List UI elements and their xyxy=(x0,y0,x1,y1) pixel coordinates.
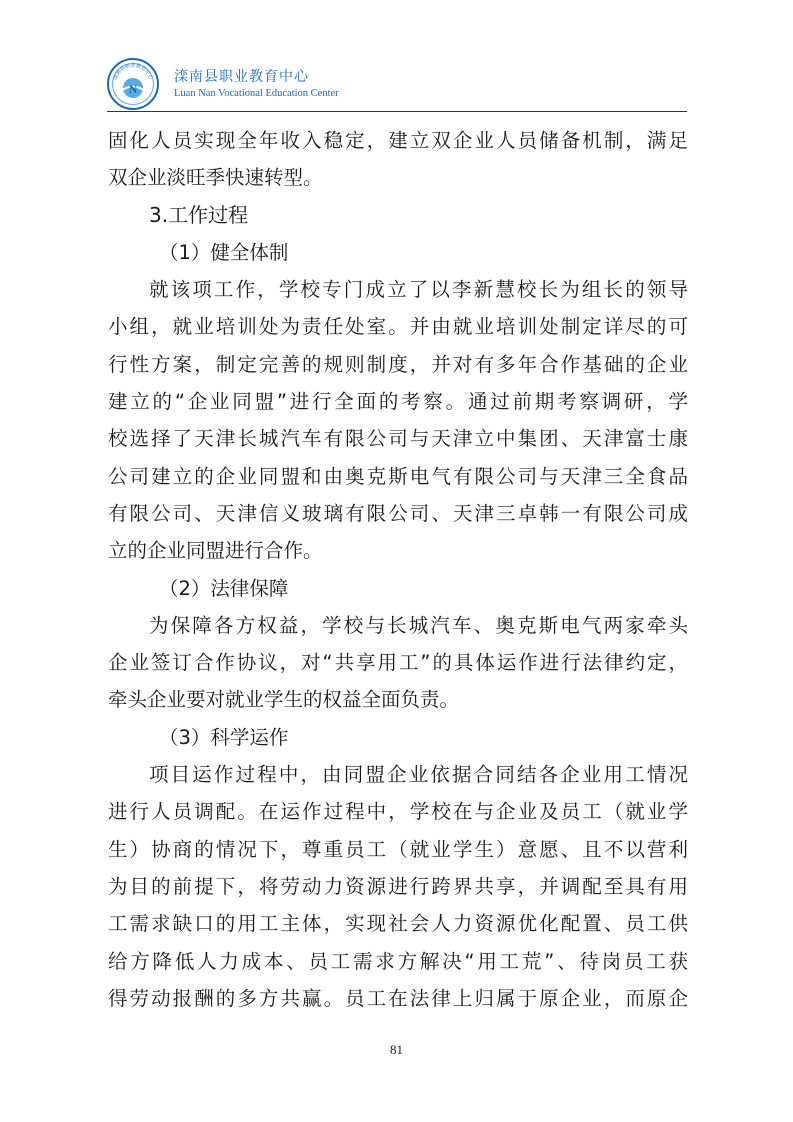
paragraph-line: 有限公司、天津信义玻璃有限公司、天津三卓韩一有限公司成 xyxy=(108,501,688,525)
paragraph-line: 小组，就业培训处为责任处室。并由就业培训处制定详尽的可 xyxy=(108,315,688,339)
paragraph-line: 双企业淡旺季快速转型。 xyxy=(108,166,323,190)
org-name-en: Luan Nan Vocational Education Center xyxy=(174,88,339,99)
paragraph-line: 项目运作过程中，由同盟企业依据合同结各企业用工情况 xyxy=(149,763,688,787)
paragraph-line: 固化人员实现全年收入稳定，建立双企业人员储备机制，满足 xyxy=(108,129,688,152)
svg-text:滦南县职业教育中心: 滦南县职业教育中心 xyxy=(112,63,154,81)
page-header xyxy=(107,58,687,112)
paragraph-line: 生）协商的情况下，尊重员工（就业学生）意愿、且不以营利 xyxy=(108,837,688,861)
header-rule xyxy=(107,111,687,112)
paragraph-line: 工需求缺口的用工主体，实现社会人力资源优化配置、员工供 xyxy=(108,912,688,936)
paragraph-line: 公司建立的企业同盟和由奥克斯电气有限公司与天津三全食品 xyxy=(108,464,688,488)
paragraph-line: 企业签订合作协议，对“共享用工”的具体运作进行法律约定， xyxy=(108,651,688,675)
org-name-cn: 滦南县职业教育中心 xyxy=(174,69,309,85)
paragraph-line: 建立的“企业同盟”进行全面的考察。通过前期考察调研，学 xyxy=(108,390,688,414)
paragraph-line: 就该项工作，学校专门成立了以李新慧校长为组长的领导 xyxy=(149,278,688,302)
paragraph-line: 行性方案，制定完善的规则制度，并对有多年合作基础的企业 xyxy=(108,352,688,376)
subsection-heading: （2）法律保障 xyxy=(159,576,289,600)
paragraph-line: 给方降低人力成本、员工需求方解决“用工荒”、待岗员工获 xyxy=(108,949,688,973)
paragraph-line: 得劳动报酬的多方共赢。员工在法律上归属于原企业，而原企 xyxy=(108,986,688,1010)
document-body xyxy=(108,122,688,1017)
section-heading: 3.工作过程 xyxy=(149,202,249,227)
paragraph-line: 立的企业同盟进行合作。 xyxy=(108,539,323,563)
paragraph-line: 进行人员调配。在运作过程中，学校在与企业及员工（就业学 xyxy=(108,800,688,824)
paragraph-line: 为保障各方权益，学校与长城汽车、奥克斯电气两家牵头 xyxy=(149,613,688,637)
paragraph-line: 牵头企业要对就业学生的权益全面负责。 xyxy=(108,688,460,712)
paragraph-line: 校选择了天津长城汽车有限公司与天津立中集团、天津富士康 xyxy=(108,427,688,451)
subsection-heading: （3）科学运作 xyxy=(159,725,289,749)
subsection-heading: （1）健全体制 xyxy=(159,240,289,264)
page-number: 81 xyxy=(390,1042,403,1057)
paragraph-line: 为目的前提下，将劳动力资源进行跨界共享，并调配至具有用 xyxy=(108,874,688,898)
svg-text:N: N xyxy=(128,82,138,96)
school-logo-icon xyxy=(107,58,159,110)
